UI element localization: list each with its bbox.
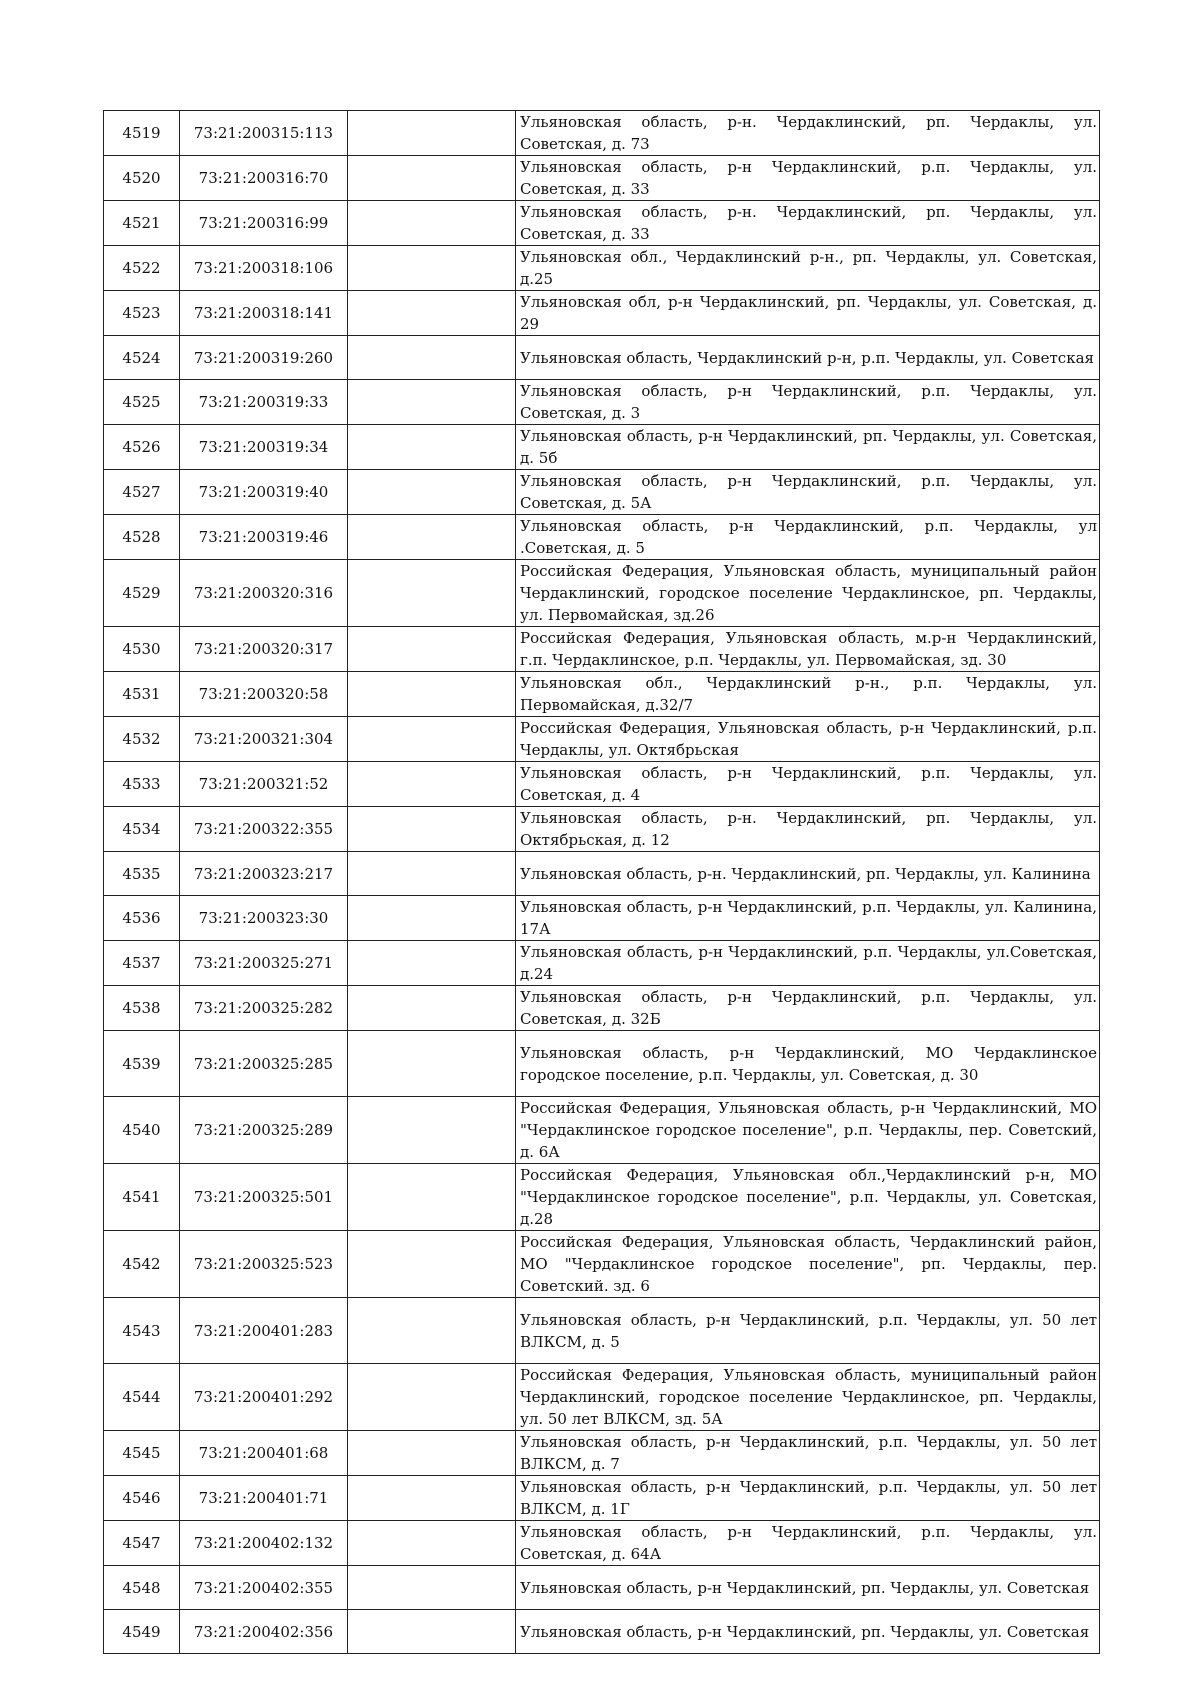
empty-cell bbox=[348, 1231, 516, 1298]
row-number-cell: 4524 bbox=[104, 336, 180, 380]
address-cell: Российская Федерация, Ульяновская область, муниципальный район Чердаклинский, городское поселение Чердаклинское, рп. Чердаклы, ул. 50 лет ВЛКСМ, зд. 5А bbox=[516, 1364, 1100, 1431]
cadastral-number-cell: 73:21:200325:289 bbox=[180, 1097, 348, 1164]
empty-cell bbox=[348, 717, 516, 762]
address-cell: Российская Федерация, Ульяновская область, муниципальный район Чердаклинский, городское поселение Чердаклинское, рп. Чердаклы, ул. Первомайская, зд.26 bbox=[516, 560, 1100, 627]
row-number-cell: 4534 bbox=[104, 807, 180, 852]
table-row bbox=[104, 1298, 1100, 1364]
address-cell: Ульяновская область, р-н Чердаклинский, р.п. Чердаклы, ул.Советская, д.24 bbox=[516, 941, 1100, 986]
empty-cell bbox=[348, 1566, 516, 1610]
table-row bbox=[104, 1364, 1100, 1431]
address-cell: Ульяновская область, р-н Чердаклинский, р.п. Чердаклы, ул. Советская, д. 5А bbox=[516, 470, 1100, 515]
empty-cell bbox=[348, 1031, 516, 1097]
row-number-cell: 4537 bbox=[104, 941, 180, 986]
empty-cell bbox=[348, 336, 516, 380]
address-cell: Ульяновская область, р-н Чердаклинский, р.п. Чердаклы, ул. 50 лет ВЛКСМ, д. 5 bbox=[516, 1298, 1100, 1364]
row-number-cell: 4549 bbox=[104, 1610, 180, 1654]
row-number-cell: 4538 bbox=[104, 986, 180, 1031]
address-cell: Российская Федерация, Ульяновская область, м.р-н Чердаклинский, г.п. Чердаклинское, р.п. Чердаклы, ул. Первомайская, зд. 30 bbox=[516, 627, 1100, 672]
row-number-cell: 4528 bbox=[104, 515, 180, 560]
table-row bbox=[104, 762, 1100, 807]
table-row bbox=[104, 380, 1100, 425]
empty-cell bbox=[348, 1431, 516, 1476]
table-row bbox=[104, 560, 1100, 627]
address-cell: Российская Федерация, Ульяновская обл.,Чердаклинский р-н, МО "Чердаклинское городское поселение", р.п. Чердаклы, ул. Советская, д.28 bbox=[516, 1164, 1100, 1231]
cadastral-number-cell: 73:21:200402:355 bbox=[180, 1566, 348, 1610]
empty-cell bbox=[348, 627, 516, 672]
cadastral-number-cell: 73:21:200320:317 bbox=[180, 627, 348, 672]
empty-cell bbox=[348, 1164, 516, 1231]
table-row bbox=[104, 1476, 1100, 1521]
row-number-cell: 4530 bbox=[104, 627, 180, 672]
address-cell: Российская Федерация, Ульяновская область, р-н Чердаклинский, р.п. Чердаклы, ул. Октябрьская bbox=[516, 717, 1100, 762]
empty-cell bbox=[348, 986, 516, 1031]
table-row bbox=[104, 986, 1100, 1031]
table-row bbox=[104, 627, 1100, 672]
empty-cell bbox=[348, 672, 516, 717]
empty-cell bbox=[348, 111, 516, 156]
cadastral-number-cell: 73:21:200320:316 bbox=[180, 560, 348, 627]
row-number-cell: 4543 bbox=[104, 1298, 180, 1364]
table-row bbox=[104, 470, 1100, 515]
cadastral-number-cell: 73:21:200319:260 bbox=[180, 336, 348, 380]
empty-cell bbox=[348, 762, 516, 807]
table-row bbox=[104, 1031, 1100, 1097]
empty-cell bbox=[348, 425, 516, 470]
address-cell: Ульяновская область, р-н. Чердаклинский, рп. Чердаклы, ул. Октябрьская, д. 12 bbox=[516, 807, 1100, 852]
empty-cell bbox=[348, 201, 516, 246]
table-row bbox=[104, 291, 1100, 336]
cadastral-number-cell: 73:21:200319:34 bbox=[180, 425, 348, 470]
cadastral-number-cell: 73:21:200319:40 bbox=[180, 470, 348, 515]
cadastral-number-cell: 73:21:200321:52 bbox=[180, 762, 348, 807]
cadastral-number-cell: 73:21:200318:141 bbox=[180, 291, 348, 336]
row-number-cell: 4526 bbox=[104, 425, 180, 470]
empty-cell bbox=[348, 470, 516, 515]
row-number-cell: 4532 bbox=[104, 717, 180, 762]
cadastral-number-cell: 73:21:200318:106 bbox=[180, 246, 348, 291]
empty-cell bbox=[348, 1097, 516, 1164]
address-cell: Ульяновская область, р-н Чердаклинский, рп. Чердаклы, ул. Советская bbox=[516, 1566, 1100, 1610]
empty-cell bbox=[348, 1476, 516, 1521]
row-number-cell: 4520 bbox=[104, 156, 180, 201]
table-row bbox=[104, 336, 1100, 380]
row-number-cell: 4542 bbox=[104, 1231, 180, 1298]
table-row bbox=[104, 201, 1100, 246]
cadastral-number-cell: 73:21:200325:271 bbox=[180, 941, 348, 986]
address-cell: Ульяновская область, р-н Чердаклинский, р.п. Чердаклы, ул. Советская, д. 3 bbox=[516, 380, 1100, 425]
cadastral-number-cell: 73:21:200401:292 bbox=[180, 1364, 348, 1431]
table-row bbox=[104, 807, 1100, 852]
row-number-cell: 4529 bbox=[104, 560, 180, 627]
empty-cell bbox=[348, 1521, 516, 1566]
row-number-cell: 4535 bbox=[104, 852, 180, 896]
table-row bbox=[104, 1164, 1100, 1231]
cadastral-number-cell: 73:21:200401:283 bbox=[180, 1298, 348, 1364]
cadastral-number-cell: 73:21:200402:132 bbox=[180, 1521, 348, 1566]
table-row bbox=[104, 1431, 1100, 1476]
row-number-cell: 4540 bbox=[104, 1097, 180, 1164]
table-row bbox=[104, 852, 1100, 896]
table-row bbox=[104, 896, 1100, 941]
address-cell: Ульяновская область, р-н. Чердаклинский, рп. Чердаклы, ул. Калинина bbox=[516, 852, 1100, 896]
cadastral-number-cell: 73:21:200320:58 bbox=[180, 672, 348, 717]
address-cell: Ульяновская область, р-н. Чердаклинский, рп. Чердаклы, ул. Советская, д. 73 bbox=[516, 111, 1100, 156]
row-number-cell: 4548 bbox=[104, 1566, 180, 1610]
cadastral-number-cell: 73:21:200319:33 bbox=[180, 380, 348, 425]
row-number-cell: 4539 bbox=[104, 1031, 180, 1097]
address-cell: Ульяновская область, р-н. Чердаклинский, рп. Чердаклы, ул. Советская, д. 33 bbox=[516, 201, 1100, 246]
cadastral-number-cell: 73:21:200321:304 bbox=[180, 717, 348, 762]
empty-cell bbox=[348, 852, 516, 896]
row-number-cell: 4527 bbox=[104, 470, 180, 515]
row-number-cell: 4531 bbox=[104, 672, 180, 717]
empty-cell bbox=[348, 1610, 516, 1654]
cadastral-number-cell: 73:21:200325:501 bbox=[180, 1164, 348, 1231]
table-row bbox=[104, 111, 1100, 156]
row-number-cell: 4523 bbox=[104, 291, 180, 336]
cadastral-number-cell: 73:21:200323:217 bbox=[180, 852, 348, 896]
address-cell: Ульяновская область, р-н Чердаклинский, МО Чердаклинское городское поселение, р.п. Чердаклы, ул. Советская, д. 30 bbox=[516, 1031, 1100, 1097]
empty-cell bbox=[348, 246, 516, 291]
table-row bbox=[104, 515, 1100, 560]
empty-cell bbox=[348, 380, 516, 425]
cadastral-number-cell: 73:21:200323:30 bbox=[180, 896, 348, 941]
table-row bbox=[104, 672, 1100, 717]
address-cell: Ульяновская область, р-н Чердаклинский, р.п. Чердаклы, ул. Советская, д. 33 bbox=[516, 156, 1100, 201]
cadastral-number-cell: 73:21:200325:282 bbox=[180, 986, 348, 1031]
empty-cell bbox=[348, 515, 516, 560]
cadastral-number-cell: 73:21:200402:356 bbox=[180, 1610, 348, 1654]
row-number-cell: 4536 bbox=[104, 896, 180, 941]
address-cell: Ульяновская область, р-н Чердаклинский, р.п. Чердаклы, ул .Советская, д. 5 bbox=[516, 515, 1100, 560]
empty-cell bbox=[348, 1364, 516, 1431]
table-row bbox=[104, 246, 1100, 291]
row-number-cell: 4541 bbox=[104, 1164, 180, 1231]
address-cell: Ульяновская область, р-н Чердаклинский, р.п. Чердаклы, ул. 50 лет ВЛКСМ, д. 7 bbox=[516, 1431, 1100, 1476]
table-row bbox=[104, 717, 1100, 762]
table-row bbox=[104, 1521, 1100, 1566]
address-cell: Ульяновская обл, р-н Чердаклинский, рп. Чердаклы, ул. Советская, д. 29 bbox=[516, 291, 1100, 336]
table-row bbox=[104, 1097, 1100, 1164]
table-row bbox=[104, 1610, 1100, 1654]
address-cell: Ульяновская область, р-н Чердаклинский, рп. Чердаклы, ул. Советская, д. 5б bbox=[516, 425, 1100, 470]
empty-cell bbox=[348, 156, 516, 201]
cadastral-number-cell: 73:21:200401:71 bbox=[180, 1476, 348, 1521]
empty-cell bbox=[348, 941, 516, 986]
address-cell: Ульяновская область, р-н Чердаклинский, р.п. Чердаклы, ул. Советская, д. 4 bbox=[516, 762, 1100, 807]
empty-cell bbox=[348, 560, 516, 627]
cadastral-number-cell: 73:21:200325:523 bbox=[180, 1231, 348, 1298]
address-cell: Ульяновская область, р-н Чердаклинский, р.п. Чердаклы, ул. Советская, д. 64А bbox=[516, 1521, 1100, 1566]
row-number-cell: 4544 bbox=[104, 1364, 180, 1431]
address-cell: Российская Федерация, Ульяновская область, р-н Чердаклинский, МО "Чердаклинское городское поселение", р.п. Чердаклы, пер. Советский, д. 6А bbox=[516, 1097, 1100, 1164]
table-row bbox=[104, 156, 1100, 201]
cadastral-number-cell: 73:21:200401:68 bbox=[180, 1431, 348, 1476]
cadastral-number-cell: 73:21:200316:99 bbox=[180, 201, 348, 246]
row-number-cell: 4547 bbox=[104, 1521, 180, 1566]
address-cell: Ульяновская область, Чердаклинский р-н, р.п. Чердаклы, ул. Советская bbox=[516, 336, 1100, 380]
row-number-cell: 4522 bbox=[104, 246, 180, 291]
table-row bbox=[104, 941, 1100, 986]
table-row bbox=[104, 1566, 1100, 1610]
row-number-cell: 4521 bbox=[104, 201, 180, 246]
row-number-cell: 4546 bbox=[104, 1476, 180, 1521]
empty-cell bbox=[348, 807, 516, 852]
cadastral-number-cell: 73:21:200322:355 bbox=[180, 807, 348, 852]
address-cell: Ульяновская область, р-н Чердаклинский, р.п. Чердаклы, ул. Калинина, 17А bbox=[516, 896, 1100, 941]
table-row bbox=[104, 1231, 1100, 1298]
address-cell: Ульяновская обл., Чердаклинский р-н., рп. Чердаклы, ул. Советская, д.25 bbox=[516, 246, 1100, 291]
address-cell: Ульяновская обл., Чердаклинский р-н., р.п. Чердаклы, ул. Первомайская, д.32/7 bbox=[516, 672, 1100, 717]
cadastral-number-cell: 73:21:200315:113 bbox=[180, 111, 348, 156]
cadastral-number-cell: 73:21:200316:70 bbox=[180, 156, 348, 201]
address-cell: Ульяновская область, р-н Чердаклинский, р.п. Чердаклы, ул. Советская, д. 32Б bbox=[516, 986, 1100, 1031]
cadastral-number-cell: 73:21:200319:46 bbox=[180, 515, 348, 560]
address-cell: Ульяновская область, р-н Чердаклинский, рп. Чердаклы, ул. Советская bbox=[516, 1610, 1100, 1654]
row-number-cell: 4525 bbox=[104, 380, 180, 425]
address-cell: Российская Федерация, Ульяновская область, Чердаклинский район, МО "Чердаклинское городское поселение", рп. Чердаклы, пер. Советский. зд. 6 bbox=[516, 1231, 1100, 1298]
parcel-table-body bbox=[104, 111, 1100, 1654]
row-number-cell: 4545 bbox=[104, 1431, 180, 1476]
empty-cell bbox=[348, 291, 516, 336]
parcel-table bbox=[103, 110, 1100, 1654]
empty-cell bbox=[348, 1298, 516, 1364]
table-row bbox=[104, 425, 1100, 470]
cadastral-number-cell: 73:21:200325:285 bbox=[180, 1031, 348, 1097]
empty-cell bbox=[348, 896, 516, 941]
row-number-cell: 4519 bbox=[104, 111, 180, 156]
row-number-cell: 4533 bbox=[104, 762, 180, 807]
address-cell: Ульяновская область, р-н Чердаклинский, р.п. Чердаклы, ул. 50 лет ВЛКСМ, д. 1Г bbox=[516, 1476, 1100, 1521]
